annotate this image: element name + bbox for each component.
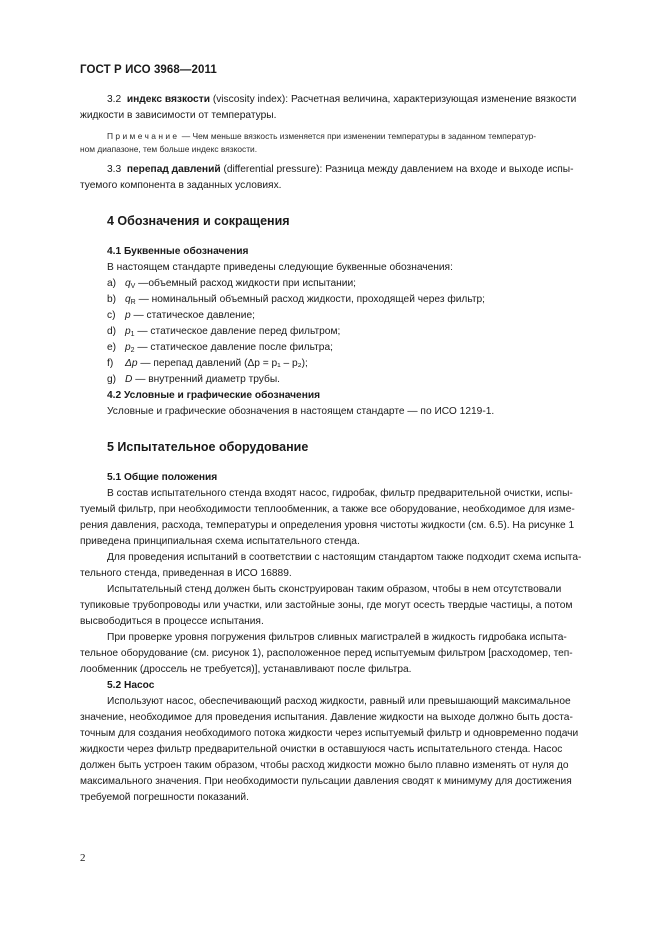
term: перепад давлений xyxy=(126,164,221,175)
section-4-1-heading: 4.1 Буквенные обозначения xyxy=(107,246,249,257)
symbol-list-item: b) $q_R$ — номинальный объемный расход жидкости, проходящей через фильтр; xyxy=(107,294,486,306)
note-label: Примечание xyxy=(107,131,180,141)
term: индекс вязкости xyxy=(126,94,210,105)
symbol-list-item: e) $p_2$ — статическое давление после фильтра; xyxy=(107,342,333,354)
section-5-1-heading: 5.1 Общие положения xyxy=(107,472,218,483)
document-header: ГОСТ Р ИСО 3968—2011 xyxy=(80,64,217,76)
definition-3-2 xyxy=(80,92,615,108)
symbol-list-item: c) p — статическое давление; xyxy=(107,310,255,321)
definition-3-3-continued: туемого компонента в заданных условиях. xyxy=(80,180,282,191)
section-4-1-intro: В настоящем стандарте приведены следующие буквенные обозначения: xyxy=(107,262,453,273)
clause-number: 3.3 xyxy=(107,164,122,175)
document-body xyxy=(80,92,615,806)
note-continued: ном диапазоне, тем больше индекс вязкости. xyxy=(80,144,258,154)
section-4-heading: 4 Обозначения и сокращения xyxy=(107,214,290,228)
term-english: (viscosity index) xyxy=(212,94,286,105)
note xyxy=(80,130,615,143)
paragraph-5-1-2: Для проведения испытаний в соответствии с настоящим стандартом также подходит схема испыта- тельного стенда, приведенная в ИСО 16889. xyxy=(80,552,582,579)
paragraph-5-1-3: Испытательный стенд должен быть сконструирован таким образом, чтобы в нем отсутствовали тупиковые трубопроводы или участки, или застойные зоны, где могут осесть твердые частицы, а потом высвободиться в процессе испытания. xyxy=(80,584,573,627)
paragraph-5-2-1: Используют насос, обеспечивающий расход жидкости, равный или превышающий максимальное значение, необходимое для проведения испытания. Давление жидкости на выходе должно быть доста- точным для создания необходимого потока жидкости через испытуемый фильтр и одновременно подачи жидкости через фильтр предварительной очистки в оставшуюся часть испытательного стенда. Насос должен быть устроен таким образом, чтобы расход жидкости можно было плавно изменять от нуля до максимального значения. При необходимости пульсации давления сводят к минимуму для достижения требуемой погрешности показаний. xyxy=(80,696,579,803)
symbol-list-item: a) $q_V$ —объемный расход жидкости при испытании; xyxy=(107,278,357,290)
symbol-list-item: f) Δp — перепад давлений (Δp = p₁ – p₂); xyxy=(107,358,308,369)
paragraph-5-1-4: При проверке уровня погружения фильтров сливных магистралей в жидкость гидробака испыта- тельное оборудование (см. рисунок 1), расположенное перед испытуемым фильтром [расходомер, теп- лообменник (дроссель не требуется)], устанавливают после фильтра. xyxy=(80,632,573,675)
symbol-list-item: d) $p_1$ — статическое давление перед фильтром; xyxy=(107,326,341,338)
note-text: — Чем меньше вязкость изменяется при изменении температуры в заданном температур- xyxy=(179,131,537,141)
section-5-heading: 5 Испытательное оборудование xyxy=(107,440,309,454)
term-english: (differential pressure) xyxy=(223,164,320,175)
definition-text: : Разница между давлением на входе и выходе испы- xyxy=(319,164,574,175)
symbol-list-item: g) D — внутренний диаметр трубы. xyxy=(107,374,281,385)
definition-3-3 xyxy=(80,162,615,178)
definition-3-2-continued: жидкости в зависимости от температуры. xyxy=(80,110,277,121)
section-4-2-heading: 4.2 Условные и графические обозначения xyxy=(107,390,321,401)
clause-number: 3.2 xyxy=(107,94,122,105)
definition-text: : Расчетная величина, характеризующая изменение вязкости xyxy=(285,94,577,105)
paragraph-5-1-1: В состав испытательного стенда входят насос, гидробак, фильтр предварительной очистки, испы- туемый фильтр, при необходимости теплообменник, а также все оборудование, необходимое для изме- рения давления, расхода, температуры и определения уровня чистоты жидкости (см. 6.5). На рисунке 1 приведена принципиальная схема испытательного стенда. xyxy=(80,488,575,547)
section-5-2-heading: 5.2 Насос xyxy=(107,680,155,691)
section-4-2-text: Условные и графические обозначения в настоящем стандарте — по ИСО 1219-1. xyxy=(107,406,495,417)
page-number: 2 xyxy=(80,852,86,864)
